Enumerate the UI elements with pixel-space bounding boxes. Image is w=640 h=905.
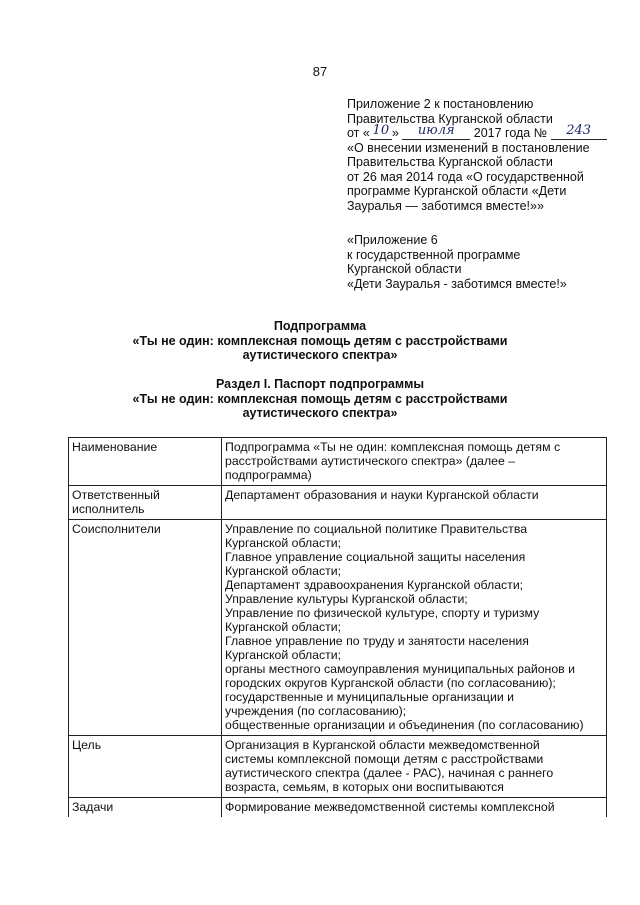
handwritten-day: 10 <box>372 123 390 138</box>
row-label <box>69 486 222 520</box>
appendix6-line: Курганской области <box>347 262 462 276</box>
handwritten-month: июля <box>417 123 455 138</box>
appendix-date-line <box>347 123 627 141</box>
row-value <box>222 486 607 520</box>
row-label <box>69 520 222 736</box>
value-line: Главное управление социальной защиты населения <box>225 550 526 564</box>
label-line: Цель <box>72 738 102 752</box>
page-number: 87 <box>312 64 328 79</box>
heading-line: аутистического спектра» <box>242 348 398 362</box>
year-text: 2017 года № <box>473 126 548 140</box>
number-field <box>551 123 607 140</box>
appendix-line: Приложение 2 к постановлению <box>347 97 534 111</box>
value-line: Департамент здравоохранения Курганской области; <box>225 578 524 592</box>
subprogram-heading <box>40 319 600 363</box>
row-label <box>69 798 222 818</box>
label-line: исполнитель <box>72 502 145 516</box>
table-row <box>69 486 607 520</box>
value-line: общественные организации и объединения (по согласованию) <box>225 718 584 732</box>
appendix-line: Правительства Курганской области <box>347 111 553 126</box>
appendix-line: Зауралья — заботимся вместе!»» <box>347 198 544 213</box>
value-line: Департамент образования и науки Курганской области <box>225 488 539 502</box>
appendix-line: программе Курганской области «Дети <box>347 184 567 198</box>
label-line: Ответственный <box>72 488 160 502</box>
appendix-header <box>347 97 627 213</box>
date-mid: » <box>391 126 399 140</box>
date-prefix: от « <box>347 126 370 140</box>
day-field <box>370 123 392 140</box>
value-line: Управление по социальной политике Правительства <box>225 522 528 536</box>
label-line: Наименование <box>72 440 158 454</box>
heading-line: «Ты не один: комплексная помощь детям с расстройствами <box>132 333 508 348</box>
appendix-line: Правительства Курганской области <box>347 155 553 169</box>
value-line: подпрограмма) <box>225 468 312 482</box>
value-line: Подпрограмма «Ты не один: комплексная помощь детям с <box>225 440 561 454</box>
table-row <box>69 798 607 818</box>
table-row <box>69 520 607 736</box>
row-value <box>222 438 607 486</box>
row-label <box>69 438 222 486</box>
value-line: аутистического спектра (далее - РАС), начиная с раннего <box>225 766 554 780</box>
value-line: возраста, семьям, в которых они воспитываются <box>225 780 504 794</box>
heading-line: аутистического спектра» <box>242 406 398 420</box>
value-line: Управление культуры Курганской области; <box>225 592 468 606</box>
appendix-line: «О внесении изменений в постановление <box>347 140 590 155</box>
value-line: расстройствами аутистического спектра» (далее – <box>225 454 516 468</box>
label-line: Задачи <box>72 800 114 814</box>
appendix-line: от 26 мая 2014 года «О государственной <box>347 169 584 184</box>
value-line: Курганской области; <box>225 620 342 634</box>
appendix6-line: к государственной программе <box>347 247 521 262</box>
value-line: государственные и муниципальные организации и <box>225 690 514 704</box>
section-heading <box>40 377 600 421</box>
heading-line: «Ты не один: комплексная помощь детям с расстройствами <box>132 391 508 406</box>
heading-line: Подпрограмма <box>273 319 367 333</box>
label-line: Соисполнители <box>72 522 161 536</box>
value-line: Главное управление по труду и занятости населения <box>225 634 529 648</box>
appendix6-header <box>347 233 627 291</box>
value-line: Управление по физической культуре, спорту и туризму <box>225 606 540 620</box>
table-row <box>69 736 607 798</box>
value-line: Курганской области; <box>225 648 342 662</box>
row-label <box>69 736 222 798</box>
row-value <box>222 520 607 736</box>
appendix6-line: «Приложение 6 <box>347 233 438 247</box>
handwritten-number: 243 <box>566 123 592 138</box>
value-line: городских округов Курганской области (по согласованию); <box>225 676 556 690</box>
table-row <box>69 438 607 486</box>
value-line: системы комплексной помощи детям с расстройствами <box>225 752 544 766</box>
value-line: органы местного самоуправления муниципальных районов и <box>225 662 575 676</box>
month-field <box>402 123 470 140</box>
value-line: учреждения (по согласованию); <box>225 704 407 718</box>
value-line: Курганской области; <box>225 536 342 550</box>
value-line: Курганской области; <box>225 564 342 578</box>
value-line: Организация в Курганской области межведомственной <box>225 738 540 752</box>
passport-table <box>68 437 607 817</box>
row-value <box>222 798 607 818</box>
appendix6-line: «Дети Зауралья - заботимся вместе!» <box>347 276 567 291</box>
row-value <box>222 736 607 798</box>
value-line: Формирование межведомственной системы комплексной <box>225 800 555 814</box>
heading-line: Раздел I. Паспорт подпрограммы <box>215 377 425 391</box>
